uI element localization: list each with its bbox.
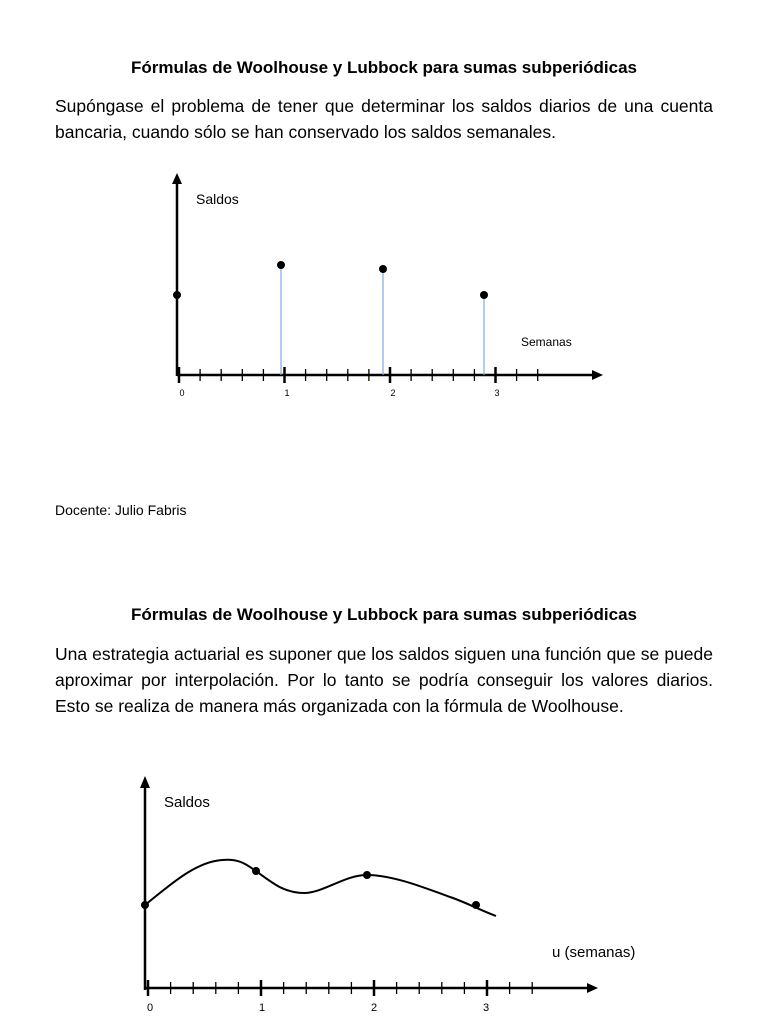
y-axis-arrow [172, 173, 182, 184]
tick-label-0: 0 [179, 388, 185, 398]
balance-point-1 [277, 261, 285, 269]
tick-label-3: 3 [482, 1002, 490, 1014]
balance-point-3 [480, 291, 488, 299]
y-axis-label: Saldos [164, 794, 210, 811]
tick-label-2: 2 [370, 1002, 378, 1014]
strategy-paragraph: Una estrategia actuarial es suponer que los saldos siguen una función que se puede aproximar por interpolación. Por lo tanto se podría conseguir los valores diarios. Esto se realiza de manera más organizada con la fórmula de Woolhouse. [55, 644, 713, 716]
docente-credit: Docente: Julio Fabris [55, 502, 187, 518]
tick-label-0: 0 [146, 1002, 154, 1014]
y-axis-arrow [140, 776, 150, 788]
weekly-balances-figure [0, 160, 768, 420]
x-axis-arrow [587, 983, 598, 993]
data-point-1 [252, 867, 260, 875]
page-title-2: Fórmulas de Woolhouse y Lubbock para sumas subperiódicas [130, 605, 638, 624]
page-title-1: Fórmulas de Woolhouse y Lubbock para sumas subperiódicas [130, 58, 638, 77]
tick-label-1: 1 [258, 1002, 266, 1014]
balance-point-2 [379, 265, 387, 273]
tick-label-1: 1 [284, 388, 290, 398]
interpolated-balances-figure [0, 765, 768, 1024]
balance-point-0 [173, 291, 181, 299]
tick-label-3: 3 [494, 388, 500, 398]
data-point-0 [141, 901, 149, 909]
interpolation-curve [145, 860, 496, 916]
intro-paragraph: Supóngase el problema de tener que determinar los saldos diarios de una cuenta bancaria, cuando sólo se han conservado los saldos semanales. [55, 96, 713, 142]
balance-stems [173, 261, 488, 375]
x-axis-label: Semanas [521, 335, 572, 349]
data-point-3 [472, 901, 480, 909]
y-axis-label: Saldos [196, 191, 239, 207]
tick-label-2: 2 [390, 388, 396, 398]
x-axis-arrow [592, 370, 603, 380]
x-axis-label: u (semanas) [552, 944, 636, 961]
data-point-2 [363, 871, 371, 879]
